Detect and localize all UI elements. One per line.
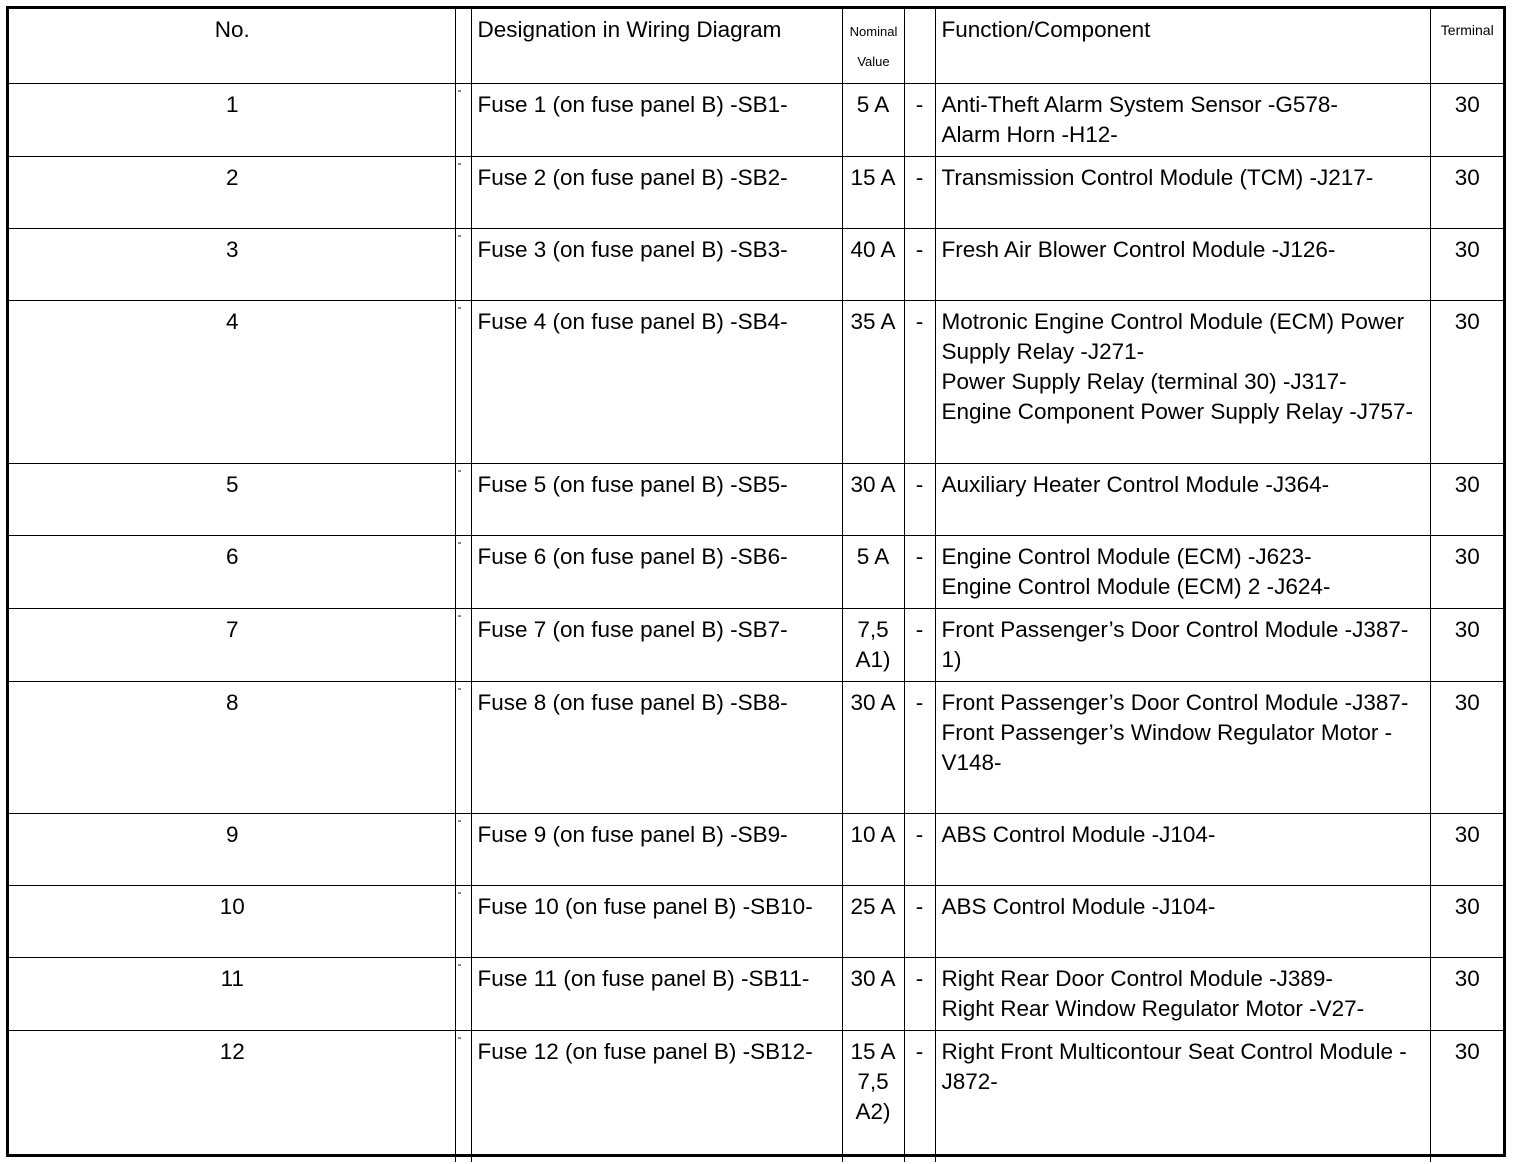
cell-tick: - bbox=[455, 536, 471, 609]
cell-designation: Fuse 4 (on fuse panel B) -SB4- bbox=[471, 301, 842, 464]
table-row bbox=[9, 682, 1503, 814]
cell-function bbox=[935, 682, 1430, 814]
function-line: Auxiliary Heater Control Module -J364- bbox=[941, 472, 1330, 497]
cell-function bbox=[935, 958, 1430, 1031]
cell-terminal: 30 bbox=[1430, 609, 1503, 682]
cell-nominal-value: 5 A bbox=[842, 536, 904, 609]
header-no: No. bbox=[9, 9, 455, 84]
function-line: Front Passenger’s Door Control Module -J387- bbox=[941, 690, 1409, 715]
cell-nominal-value: 5 A bbox=[842, 84, 904, 157]
cell-designation: Fuse 9 (on fuse panel B) -SB9- bbox=[471, 814, 842, 886]
function-line: Motronic Engine Control Module (ECM) Power Supply Relay -J271- bbox=[941, 309, 1405, 364]
cell-terminal: 30 bbox=[1430, 1031, 1503, 1162]
table-row bbox=[9, 464, 1503, 536]
cell-terminal: 30 bbox=[1430, 157, 1503, 229]
cell-tick: - bbox=[455, 886, 471, 958]
function-line: Engine Component Power Supply Relay -J757- bbox=[941, 399, 1414, 424]
table-row bbox=[9, 84, 1503, 157]
function-line: Right Front Multicontour Seat Control Module -J872- bbox=[941, 1039, 1407, 1094]
header-dash-spacer bbox=[904, 9, 935, 84]
cell-dash: - bbox=[904, 609, 935, 682]
cell-terminal: 30 bbox=[1430, 464, 1503, 536]
function-line: Anti-Theft Alarm System Sensor -G578- bbox=[941, 92, 1338, 117]
cell-function bbox=[935, 301, 1430, 464]
cell-dash: - bbox=[904, 84, 935, 157]
cell-nominal-value: 15 A 7,5 A2) bbox=[842, 1031, 904, 1162]
function-line: Alarm Horn -H12- bbox=[941, 122, 1118, 147]
cell-dash: - bbox=[904, 464, 935, 536]
function-line: Fresh Air Blower Control Module -J126- bbox=[941, 237, 1336, 262]
cell-dash: - bbox=[904, 157, 935, 229]
table-row bbox=[9, 301, 1503, 464]
cell-function bbox=[935, 886, 1430, 958]
cell-terminal: 30 bbox=[1430, 301, 1503, 464]
cell-dash: - bbox=[904, 229, 935, 301]
cell-no: 8 bbox=[9, 682, 455, 814]
cell-terminal: 30 bbox=[1430, 886, 1503, 958]
header-spacer bbox=[455, 9, 471, 84]
cell-tick: - bbox=[455, 814, 471, 886]
cell-no: 10 bbox=[9, 886, 455, 958]
cell-function bbox=[935, 1031, 1430, 1162]
cell-no: 5 bbox=[9, 464, 455, 536]
cell-nominal-value: 35 A bbox=[842, 301, 904, 464]
cell-function bbox=[935, 609, 1430, 682]
fuse-table bbox=[9, 9, 1503, 1162]
cell-tick: - bbox=[455, 1031, 471, 1162]
table-row bbox=[9, 886, 1503, 958]
header-row bbox=[9, 9, 1503, 84]
cell-nominal-value: 30 A bbox=[842, 464, 904, 536]
cell-no: 9 bbox=[9, 814, 455, 886]
cell-no: 1 bbox=[9, 84, 455, 157]
fuse-table-frame bbox=[6, 6, 1506, 1157]
cell-designation: Fuse 2 (on fuse panel B) -SB2- bbox=[471, 157, 842, 229]
function-line: Engine Control Module (ECM) 2 -J624- bbox=[941, 574, 1331, 599]
cell-no: 7 bbox=[9, 609, 455, 682]
cell-nominal-value: 30 A bbox=[842, 958, 904, 1031]
function-line: ABS Control Module -J104- bbox=[941, 894, 1216, 919]
cell-function bbox=[935, 157, 1430, 229]
table-row bbox=[9, 229, 1503, 301]
cell-dash: - bbox=[904, 886, 935, 958]
cell-no: 3 bbox=[9, 229, 455, 301]
cell-dash: - bbox=[904, 536, 935, 609]
cell-no: 2 bbox=[9, 157, 455, 229]
cell-terminal: 30 bbox=[1430, 84, 1503, 157]
cell-dash: - bbox=[904, 958, 935, 1031]
header-nominal-value: Nominal Value bbox=[842, 9, 904, 84]
cell-tick: - bbox=[455, 84, 471, 157]
cell-tick: - bbox=[455, 464, 471, 536]
cell-nominal-value: 7,5 A1) bbox=[842, 609, 904, 682]
cell-designation: Fuse 10 (on fuse panel B) -SB10- bbox=[471, 886, 842, 958]
cell-designation: Fuse 7 (on fuse panel B) -SB7- bbox=[471, 609, 842, 682]
table-row bbox=[9, 157, 1503, 229]
function-line: Transmission Control Module (TCM) -J217- bbox=[941, 165, 1374, 190]
cell-designation: Fuse 8 (on fuse panel B) -SB8- bbox=[471, 682, 842, 814]
cell-function bbox=[935, 464, 1430, 536]
function-line: Power Supply Relay (terminal 30) -J317- bbox=[941, 369, 1347, 394]
cell-tick: - bbox=[455, 301, 471, 464]
cell-nominal-value: 25 A bbox=[842, 886, 904, 958]
cell-designation: Fuse 12 (on fuse panel B) -SB12- bbox=[471, 1031, 842, 1162]
cell-tick: - bbox=[455, 682, 471, 814]
function-line: Engine Control Module (ECM) -J623- bbox=[941, 544, 1312, 569]
table-row bbox=[9, 814, 1503, 886]
function-line: Right Rear Door Control Module -J389- bbox=[941, 966, 1333, 991]
header-terminal: Terminal bbox=[1430, 9, 1503, 84]
cell-dash: - bbox=[904, 814, 935, 886]
cell-designation: Fuse 6 (on fuse panel B) -SB6- bbox=[471, 536, 842, 609]
cell-dash: - bbox=[904, 1031, 935, 1162]
cell-function bbox=[935, 84, 1430, 157]
table-row bbox=[9, 1031, 1503, 1162]
cell-function bbox=[935, 814, 1430, 886]
cell-dash: - bbox=[904, 301, 935, 464]
cell-terminal: 30 bbox=[1430, 958, 1503, 1031]
cell-dash: - bbox=[904, 682, 935, 814]
header-function: Function/Component bbox=[935, 9, 1430, 84]
cell-terminal: 30 bbox=[1430, 536, 1503, 609]
cell-function bbox=[935, 536, 1430, 609]
cell-tick: - bbox=[455, 157, 471, 229]
cell-nominal-value: 10 A bbox=[842, 814, 904, 886]
function-line: ABS Control Module -J104- bbox=[941, 822, 1216, 847]
cell-nominal-value: 30 A bbox=[842, 682, 904, 814]
cell-nominal-value: 40 A bbox=[842, 229, 904, 301]
cell-terminal: 30 bbox=[1430, 814, 1503, 886]
cell-designation: Fuse 11 (on fuse panel B) -SB11- bbox=[471, 958, 842, 1031]
table-row bbox=[9, 609, 1503, 682]
cell-terminal: 30 bbox=[1430, 682, 1503, 814]
function-line: Front Passenger’s Window Regulator Motor -V148- bbox=[941, 720, 1393, 775]
table-row bbox=[9, 958, 1503, 1031]
cell-tick: - bbox=[455, 609, 471, 682]
cell-no: 11 bbox=[9, 958, 455, 1031]
cell-function bbox=[935, 229, 1430, 301]
function-line: Right Rear Window Regulator Motor -V27- bbox=[941, 996, 1365, 1021]
table-row bbox=[9, 536, 1503, 609]
cell-no: 6 bbox=[9, 536, 455, 609]
function-line: Front Passenger’s Door Control Module -J387- 1) bbox=[941, 617, 1409, 672]
cell-terminal: 30 bbox=[1430, 229, 1503, 301]
header-designation: Designation in Wiring Diagram bbox=[471, 9, 842, 84]
cell-designation: Fuse 1 (on fuse panel B) -SB1- bbox=[471, 84, 842, 157]
cell-no: 12 bbox=[9, 1031, 455, 1162]
cell-tick: - bbox=[455, 229, 471, 301]
cell-tick: - bbox=[455, 958, 471, 1031]
cell-designation: Fuse 3 (on fuse panel B) -SB3- bbox=[471, 229, 842, 301]
cell-nominal-value: 15 A bbox=[842, 157, 904, 229]
cell-no: 4 bbox=[9, 301, 455, 464]
cell-designation: Fuse 5 (on fuse panel B) -SB5- bbox=[471, 464, 842, 536]
